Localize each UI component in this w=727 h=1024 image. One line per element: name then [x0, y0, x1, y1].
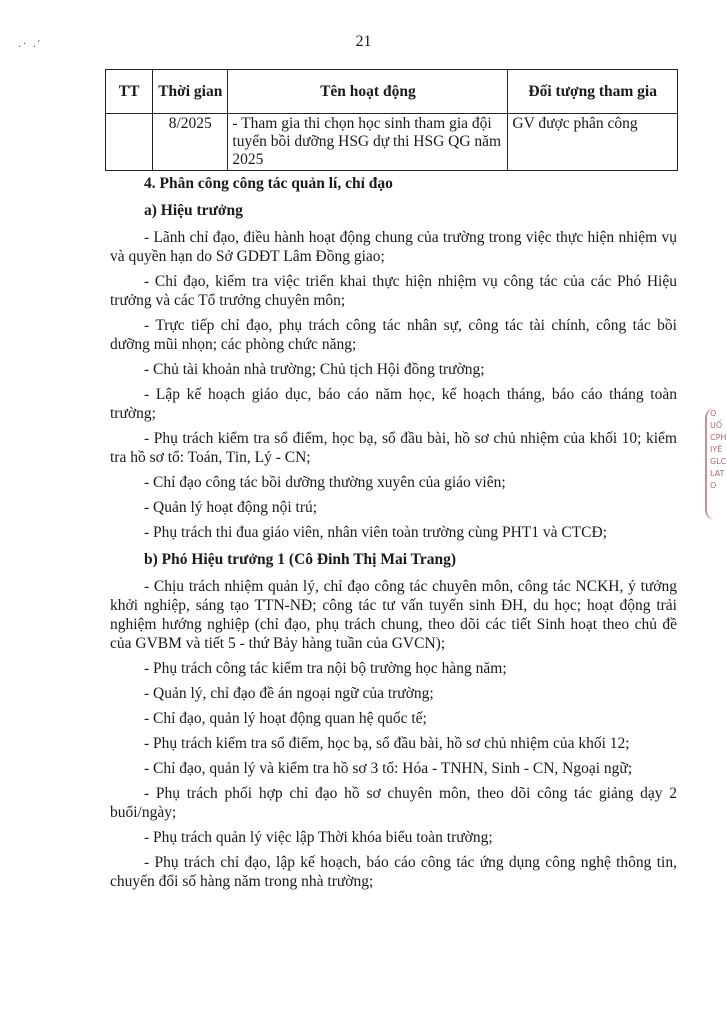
section-title: 4. Phân công công tác quản lí, chỉ đạo [144, 175, 393, 192]
principal-duty: - Quản lý hoạt động nội trú; [144, 499, 318, 516]
principal-duty: - Chỉ đạo, kiểm tra việc triển khai thực hiện nhiệm vụ công tác của các Phó Hiệu trưởng và các Tổ trưởng chuyên môn; [110, 273, 677, 309]
principal-heading: a) Hiệu trưởng [144, 202, 243, 219]
vice-principal-duty: - Phụ trách quản lý việc lập Thời khóa biểu toàn trường; [144, 829, 493, 846]
stamp-text: GLC [710, 457, 727, 466]
vice-principal-duty: - Phụ trách kiểm tra sổ điểm, học bạ, sổ đầu bài, hồ sơ chủ nhiệm của khối 12; [144, 735, 630, 752]
cell-time: 8/2025 [153, 114, 228, 171]
vice-principal-duty: - Phụ trách chỉ đạo, lập kế hoạch, báo cáo công tác ứng dụng công nghệ thông tin, chuyển đổi số hàng năm trong nhà trường; [110, 854, 677, 890]
stamp-text: LAT [710, 469, 725, 478]
principal-duty: - Chủ tài khoản nhà trường; Chủ tịch Hội đồng trường; [144, 361, 485, 378]
stamp-text: O [710, 409, 717, 418]
principal-duty: - Phụ trách thi đua giáo viên, nhân viên toàn trường cùng PHT1 và CTCĐ; [144, 524, 608, 541]
principal-duty: - Lãnh chỉ đạo, điều hành hoạt động chung của trường trong việc thực hiện nhiệm vụ và quyền hạn do Sở GDĐT Lâm Đồng giao; [110, 229, 677, 265]
vice-principal-duty: - Chỉ đạo, quản lý và kiểm tra hồ sơ 3 tổ: Hóa - TNHN, Sinh - CN, Ngoại ngữ; [144, 760, 633, 777]
activity-table [105, 69, 678, 171]
vice-principal-duty: - Chỉ đạo, quản lý hoạt động quan hệ quốc tế; [144, 710, 427, 727]
cell-participants: GV được phân công [508, 114, 678, 171]
red-seal-stamp [705, 408, 727, 520]
header-tt: TT [106, 70, 153, 114]
vice-principal-duty: - Chịu trách nhiệm quản lý, chỉ đạo công tác chuyên môn, công tác NCKH, ý tưởng khởi nghiệp, sáng tạo TTN-NĐ; công tác tư vấn tuyển sinh ĐH, du học; hoạt động trải nghiệm hướng nghiệp (chỉ đạo, phụ trách chung, theo dõi các tiết Sinh hoạt theo chủ đề của GVBM và tiết 5 - thứ Bảy hàng tuần của GVCN); [110, 578, 677, 652]
cell-tt [106, 114, 153, 171]
header-activity-name: Tên hoạt động [228, 70, 508, 114]
vice-principal-duty: - Phụ trách công tác kiểm tra nội bộ trường học hàng năm; [144, 660, 507, 677]
stamp-text: UỐ [710, 421, 723, 430]
vice-principal-duty: - Phụ trách phối hợp chỉ đạo hồ sơ chuyên môn, theo dõi công tác giảng dạy 2 buổi/ngày; [110, 785, 677, 821]
principal-duty: - Phụ trách kiểm tra sổ điểm, học bạ, sổ đầu bài, hồ sơ chủ nhiệm của khối 10; kiểm tra hồ sơ tổ: Toán, Tin, Lý - CN; [110, 430, 677, 466]
stamp-text: O [710, 481, 717, 490]
table-header-row [106, 70, 678, 114]
document-body [110, 174, 677, 891]
page-number: 21 [355, 33, 372, 50]
principal-duty: - Chỉ đạo công tác bồi dưỡng thường xuyên của giáo viên; [144, 474, 506, 491]
header-participants: Đối tượng tham gia [508, 70, 678, 114]
vice-principal-1-heading: b) Phó Hiệu trưởng 1 (Cô Đinh Thị Mai Trang) [144, 551, 456, 568]
principal-duty: - Lập kế hoạch giáo dục, báo cáo năm học, kế hoạch tháng, báo cáo tháng toàn trường; [110, 386, 677, 422]
scan-marks: .· .' [18, 38, 42, 50]
header-time: Thời gian [153, 70, 228, 114]
vice-principal-duty: - Quản lý, chỉ đạo đề án ngoại ngữ của trường; [144, 685, 434, 702]
stamp-text: IYÊ [710, 445, 723, 454]
cell-activity-name: - Tham gia thi chọn học sinh tham gia đội tuyển bồi dưỡng HSG dự thi HSG QG năm 2025 [228, 114, 508, 171]
table-row [106, 114, 678, 171]
stamp-text: CPH [710, 433, 727, 442]
principal-duty: - Trực tiếp chỉ đạo, phụ trách công tác nhân sự, công tác tài chính, công tác bồi dưỡng mũi nhọn; các phòng chức năng; [110, 317, 677, 353]
